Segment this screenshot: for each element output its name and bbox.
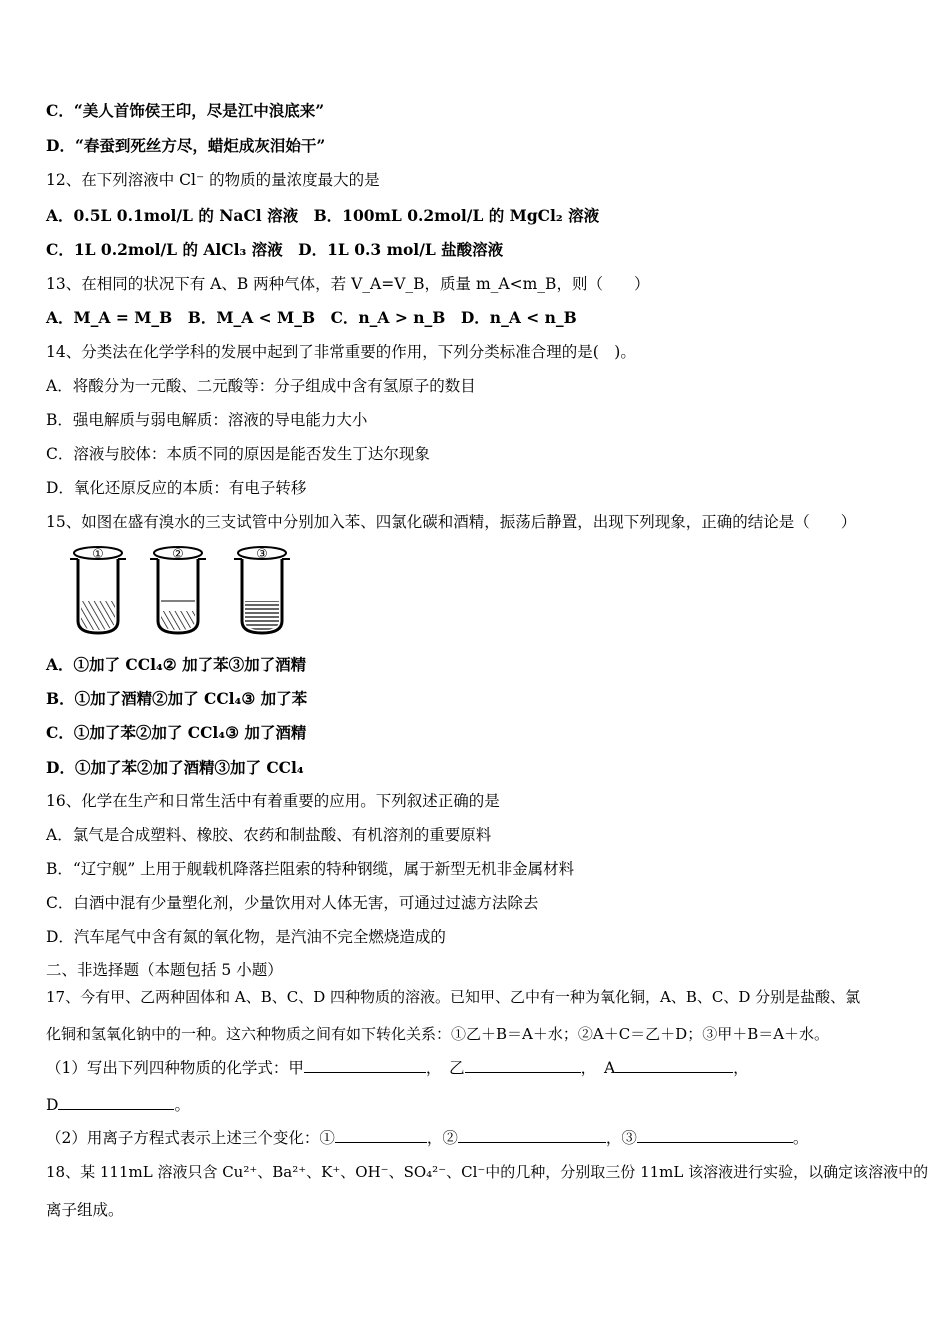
q18-stem-line1: 18、某 111mL 溶液只含 Cu²⁺、Ba²⁺、K⁺、OH⁻、SO₄²⁻、Cl⁻中的几种，分别取三份 11mL 该溶液进行实验，以确定该溶液中的 <box>46 1163 929 1181</box>
q12-options-cd: C．1L 0.2mol/L 的 AlCl₃ 溶液 D．1L 0.3 mol/L 盐酸溶液 <box>46 240 504 259</box>
q13-options: A．M_A = M_B B．M_A < M_B C．n_A > n_B D．n_A < n_B <box>46 308 577 327</box>
q17-part2-prompt: （2）用离子方程式表示上述三个变化：① <box>46 1129 335 1147</box>
q17-part1-line1 <box>46 1058 749 1078</box>
q12-stem: 12、在下列溶液中 Cl⁻ 的物质的量浓度最大的是 <box>46 171 380 189</box>
period: 。 <box>174 1096 190 1114</box>
q17-part1-line2 <box>46 1095 190 1115</box>
q15-option-b: B．①加了酒精②加了 CCl₄③ 加了苯 <box>46 689 308 708</box>
q11-option-c: C．“美人首饰侯王印，尽是江中浪底来” <box>46 101 325 120</box>
q14-option-d: D．氧化还原反应的本质：有电子转移 <box>46 479 307 497</box>
answer-blank-d[interactable] <box>58 1095 174 1110</box>
q14-option-a: A．将酸分为一元酸、二元酸等：分子组成中含有氢原子的数目 <box>46 377 476 395</box>
test-tube-3 <box>234 547 290 633</box>
label-a: A <box>603 1059 616 1077</box>
q17-stem-line2: 化铜和氢氧化钠中的一种。这六种物质之间有如下转化关系：①乙＋B＝A＋水；②A＋C＝乙＋D；③甲＋B＝A＋水。 <box>46 1025 830 1043</box>
tube-label-2: ② <box>172 547 184 562</box>
separator: ， <box>580 1059 589 1077</box>
answer-blank-eq2[interactable] <box>458 1128 606 1143</box>
q14-option-c: C．溶液与胶体：本质不同的原因是能否发生丁达尔现象 <box>46 445 430 463</box>
q17-part1-prompt: （1）写出下列四种物质的化学式：甲 <box>46 1059 304 1077</box>
answer-blank-yi[interactable] <box>465 1058 581 1073</box>
label-eq3: ，③ <box>605 1129 637 1147</box>
tube-label-3: ③ <box>256 547 268 562</box>
q15-option-c: C．①加了苯②加了 CCl₄③ 加了酒精 <box>46 723 307 742</box>
q13-stem: 13、在相同的状况下有 A、B 两种气体，若 V_A=V_B，质量 m_A<m_B，则（ ） <box>46 275 650 293</box>
q16-option-b: B．“辽宁舰” 上用于舰载机降落拦阻索的特种钢缆，属于新型无机非金属材料 <box>46 860 575 878</box>
test-tubes-figure <box>66 543 306 638</box>
test-tube-1 <box>70 547 126 633</box>
answer-blank-eq3[interactable] <box>637 1128 793 1143</box>
q16-option-d: D．汽车尾气中含有氮的氧化物，是汽油不完全燃烧造成的 <box>46 928 446 946</box>
q14-option-b: B．强电解质与弱电解质：溶液的导电能力大小 <box>46 411 368 429</box>
q15-option-d: D．①加了苯②加了酒精③加了 CCl₄ <box>46 758 304 777</box>
q12-options-ab: A．0.5L 0.1mol/L 的 NaCl 溶液 B．100mL 0.2mol/L 的 MgCl₂ 溶液 <box>46 206 600 225</box>
q15-option-a: A．①加了 CCl₄② 加了苯③加了酒精 <box>46 655 307 674</box>
answer-blank-jia[interactable] <box>304 1058 426 1073</box>
q16-option-a: A．氯气是合成塑料、橡胶、农药和制盐酸、有机溶剂的重要原料 <box>46 826 492 844</box>
q14-stem: 14、分类法在化学学科的发展中起到了非常重要的作用，下列分类标准合理的是( )。 <box>46 343 636 361</box>
q17-part2 <box>46 1128 808 1148</box>
section-2-heading: 二、非选择题（本题包括 5 小题） <box>46 961 283 979</box>
period: 。 <box>792 1129 809 1147</box>
separator: ， <box>425 1059 434 1077</box>
q15-stem: 15、如图在盛有溴水的三支试管中分别加入苯、四氯化碳和酒精，振荡后静置，出现下列现象，正确的结论是（ ） <box>46 513 857 531</box>
separator: ， <box>733 1059 749 1077</box>
q17-stem-line1: 17、今有甲、乙两种固体和 A、B、C、D 四种物质的溶液。已知甲、乙中有一种为氧化铜，A、B、C、D 分别是盐酸、氯 <box>46 988 861 1006</box>
q11-option-d: D．“春蚕到死丝方尽，蜡炬成灰泪始干” <box>46 136 326 155</box>
answer-blank-eq1[interactable] <box>335 1128 427 1143</box>
label-yi: 乙 <box>449 1059 465 1077</box>
label-d: D <box>46 1096 59 1114</box>
q18-stem-line2: 离子组成。 <box>46 1201 124 1219</box>
test-tube-2 <box>150 547 206 633</box>
q16-stem: 16、化学在生产和日常生活中有着重要的应用。下列叙述正确的是 <box>46 792 500 810</box>
q16-option-c: C．白酒中混有少量塑化剂，少量饮用对人体无害，可通过过滤方法除去 <box>46 894 539 912</box>
label-eq2: ，② <box>426 1129 458 1147</box>
tube-label-1: ① <box>92 547 104 562</box>
answer-blank-a[interactable] <box>615 1058 733 1073</box>
